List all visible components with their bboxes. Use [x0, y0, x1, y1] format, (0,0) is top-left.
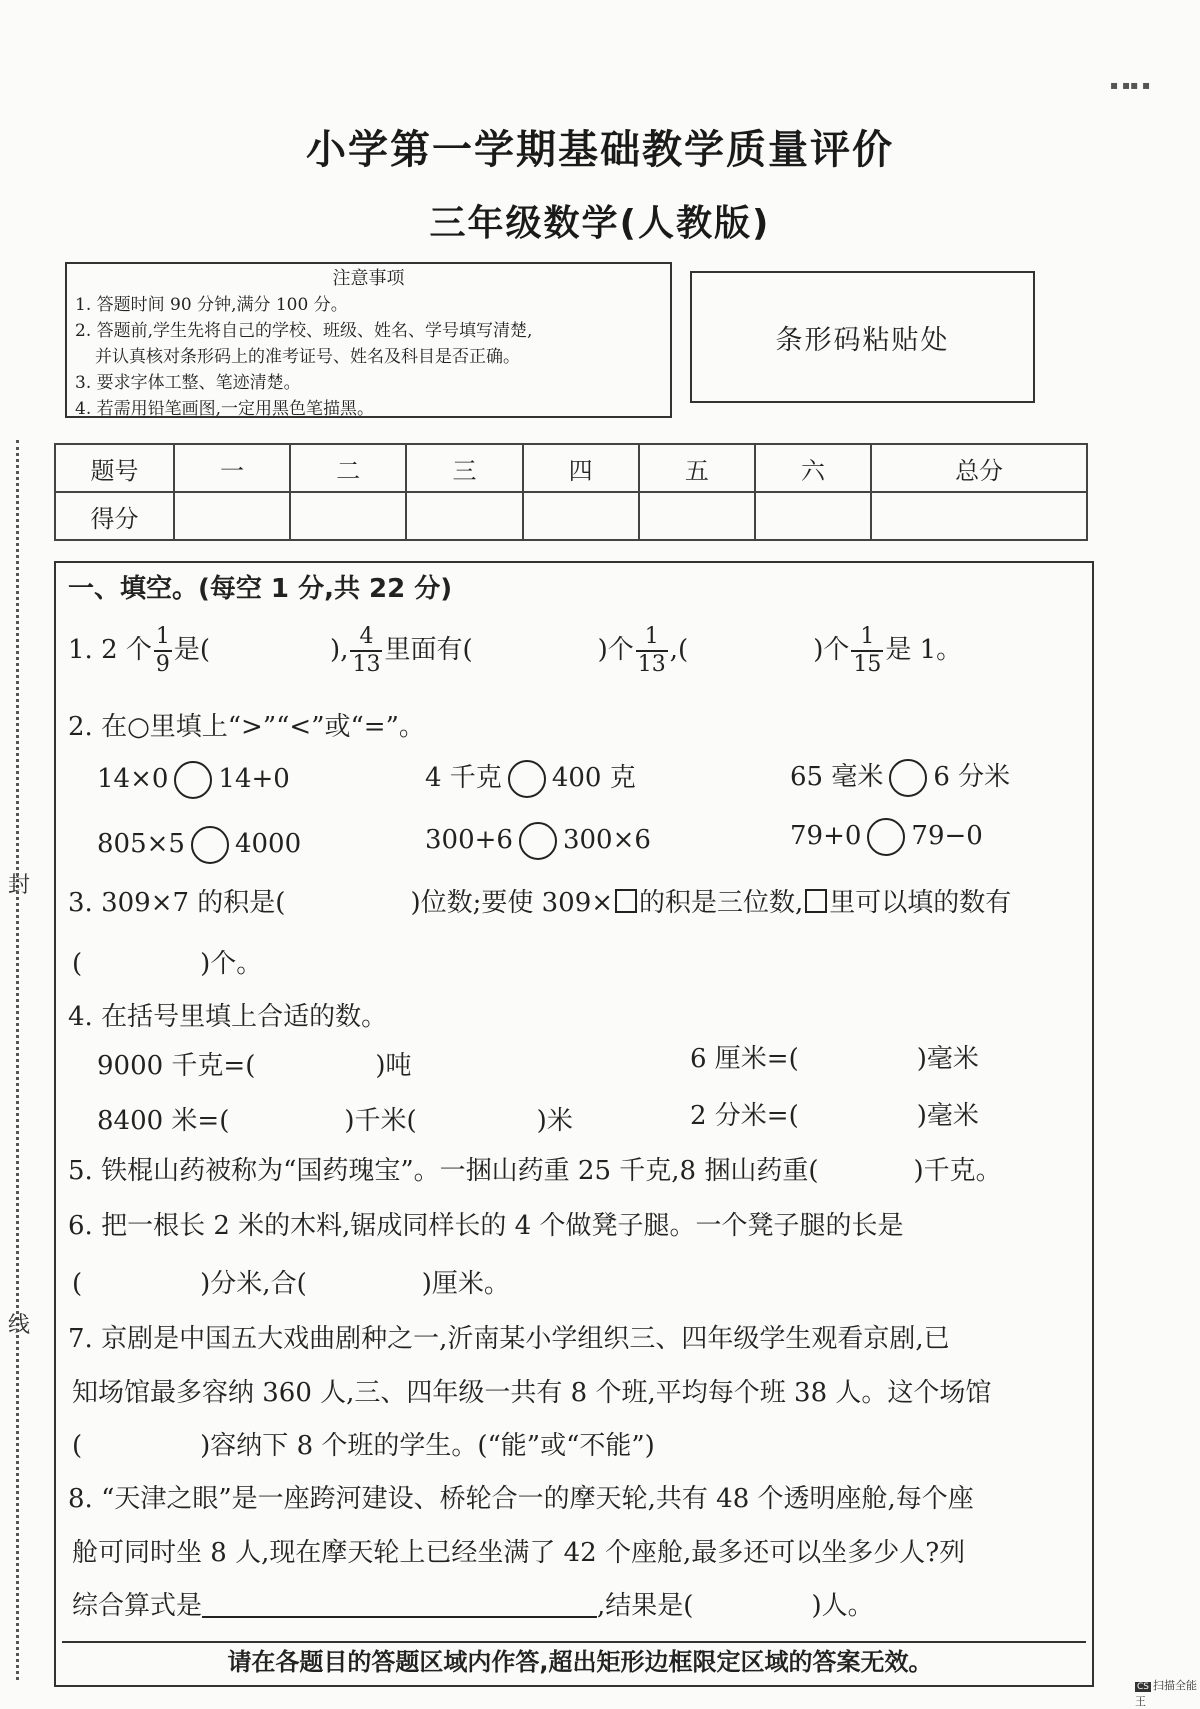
question-7-line3	[72, 1425, 655, 1462]
corner-mark: ▪ ▪▪ ▪	[1110, 78, 1151, 92]
page-subtitle: 三年级数学(人教版)	[429, 203, 771, 244]
q8-text: 综合算式是	[72, 1591, 203, 1621]
q1-text: )个	[597, 635, 634, 665]
q3-text: )位数;要使 309×	[410, 888, 614, 918]
compare-left: 300+6	[425, 825, 513, 855]
score-cell[interactable]	[174, 492, 290, 540]
compare-item	[790, 818, 983, 856]
q3-text: 里可以填的数有	[829, 888, 1012, 918]
fraction-numerator: 1	[851, 626, 883, 652]
footer-note: 请在各题目的答题区域内作答,超出矩形边框限定区域的答案无效。	[227, 1648, 933, 1676]
fraction-denominator: 13	[637, 652, 666, 677]
score-column-header: 四	[523, 444, 639, 492]
score-cell[interactable]	[871, 492, 1087, 540]
compare-circle[interactable]	[519, 822, 557, 860]
q7-text: (	[72, 1431, 83, 1461]
q4-text: )千米(	[344, 1106, 417, 1136]
compare-right: 79−0	[911, 821, 983, 851]
q4-text: 6 厘米=(	[690, 1044, 799, 1074]
scanner-logo-icon: CS	[1137, 1682, 1149, 1692]
fraction-4-13	[350, 626, 382, 676]
notes-item: 4. 若需用铅笔画图,一定用黑色笔描黑。	[75, 399, 375, 419]
q1-text: 里面有(	[384, 635, 473, 665]
compare-right: 6 分米	[933, 762, 1011, 792]
q4-text: 8400 米=(	[97, 1106, 230, 1136]
fraction-1-13	[636, 626, 668, 676]
q1-text: 是 1。	[885, 635, 963, 665]
compare-left: 14×0	[97, 764, 169, 794]
question-6: 6. 把一根长 2 米的木料,锯成同样长的 4 个做凳子腿。一个凳子腿的长是	[68, 1211, 904, 1241]
score-cell[interactable]	[523, 492, 639, 540]
compare-item	[425, 757, 636, 798]
notes-item: 并认真核对条形码上的准考证号、姓名及科目是否正确。	[95, 347, 520, 367]
compare-item	[97, 761, 290, 799]
q3-text: )个。	[200, 949, 263, 979]
compare-left: 79+0	[790, 821, 862, 851]
question-4-prompt: 4. 在括号里填上合适的数。	[68, 1002, 388, 1032]
score-column-header: 六	[755, 444, 871, 492]
fraction-1-9	[154, 626, 172, 676]
notes-item: 1. 答题时间 90 分钟,满分 100 分。	[75, 295, 348, 315]
compare-item	[790, 756, 1010, 797]
score-input-row	[55, 492, 1087, 540]
square-box	[805, 889, 827, 913]
q3-text: 的积是三位数,	[639, 888, 804, 918]
fraction-denominator: 13	[352, 652, 381, 677]
question-6-cont	[72, 1263, 510, 1300]
fraction-denominator: 15	[853, 652, 882, 677]
q5-text: 5. 铁棍山药被称为“国药瑰宝”。一捆山药重 25 千克,8 捆山药重(	[68, 1156, 819, 1186]
compare-item	[425, 822, 651, 860]
compare-circle[interactable]	[191, 826, 229, 864]
score-row-label: 题号	[55, 444, 174, 492]
q1-text: ),	[330, 635, 349, 665]
q4-text: 2 分米=(	[690, 1101, 799, 1131]
compare-circle[interactable]	[508, 760, 546, 798]
notes-item: 3. 要求字体工整、笔迹清楚。	[75, 373, 301, 393]
q4-text: )毫米	[916, 1044, 979, 1074]
compare-right: 14+0	[218, 764, 290, 794]
score-column-header: 总分	[871, 444, 1087, 492]
score-column-header: 二	[290, 444, 406, 492]
compare-right: 400 克	[551, 763, 636, 793]
compare-circle[interactable]	[889, 759, 927, 797]
q3-text: (	[72, 949, 83, 979]
question-8-line3	[72, 1585, 874, 1622]
compare-left: 65 毫米	[790, 762, 884, 792]
compare-right: 300×6	[562, 825, 651, 855]
question-2-prompt: 2. 在○里填上“>”“<”或“=”。	[68, 712, 425, 742]
question-4d	[690, 1095, 979, 1132]
notes-item: 2. 答题前,学生先将自己的学校、班级、姓名、学号填写清楚,	[75, 321, 533, 341]
margin-char: 线	[8, 1313, 31, 1338]
fraction-denominator: 9	[155, 652, 170, 677]
page-title: 小学第一学期基础教学质量评价	[306, 127, 894, 173]
notes-box	[65, 262, 672, 418]
compare-item	[97, 826, 301, 864]
question-8-line2: 舱可同时坐 8 人,现在摩天轮上已经坐满了 42 个座舱,最多还可以坐多少人?列	[72, 1538, 966, 1568]
question-7-line1: 7. 京剧是中国五大戏曲剧种之一,沂南某小学组织三、四年级学生观看京剧,已	[68, 1324, 950, 1354]
q4-text: )吨	[375, 1051, 412, 1081]
fraction-numerator: 1	[636, 626, 668, 652]
score-header-row	[55, 444, 1087, 492]
q8-answer-line[interactable]	[202, 1594, 597, 1618]
q6-text: )分米,合(	[200, 1269, 307, 1299]
binding-dotted-line	[16, 440, 19, 1680]
q1-text: 是(	[173, 635, 211, 665]
question-5	[68, 1150, 1002, 1187]
q1-text: )个	[813, 635, 850, 665]
question-8-line1: 8. “天津之眼”是一座跨河建设、桥轮合一的摩天轮,共有 48 个透明座舱,每个座	[68, 1484, 974, 1514]
q8-text: )人。	[811, 1591, 874, 1621]
q1-text: 1. 2 个	[68, 635, 152, 665]
q4-text: 9000 千克=(	[97, 1051, 256, 1081]
square-box	[615, 889, 637, 913]
fraction-numerator: 4	[350, 626, 382, 652]
score-column-header: 三	[406, 444, 522, 492]
score-column-header: 一	[174, 444, 290, 492]
question-4c	[97, 1100, 573, 1137]
score-row-label: 得分	[55, 492, 174, 540]
q3-text: 3. 309×7 的积是(	[68, 888, 286, 918]
q4-text: )米	[536, 1106, 573, 1136]
score-cell[interactable]	[639, 492, 755, 540]
compare-right: 4000	[234, 829, 302, 859]
question-3	[68, 882, 1011, 919]
scanner-logo	[1135, 1677, 1200, 1709]
q5-text: )千克。	[913, 1156, 1002, 1186]
fraction-1-15	[851, 626, 883, 676]
q6-text: (	[72, 1269, 83, 1299]
q6-text: )厘米。	[421, 1269, 510, 1299]
question-7-line2: 知场馆最多容纳 360 人,三、四年级一共有 8 个班,平均每个班 38 人。这个场馆	[72, 1378, 992, 1408]
barcode-area	[690, 271, 1035, 403]
question-4b	[690, 1038, 979, 1075]
compare-circle[interactable]	[174, 761, 212, 799]
q7-text: )容纳下 8 个班的学生。(“能”或“不能”)	[200, 1431, 655, 1461]
scanner-logo-text: 扫描全能王	[1135, 1679, 1197, 1708]
compare-circle[interactable]	[867, 818, 905, 856]
compare-left: 4 千克	[425, 763, 502, 793]
notes-heading: 注意事项	[332, 268, 405, 289]
score-column-header: 五	[639, 444, 755, 492]
score-cell[interactable]	[406, 492, 522, 540]
compare-left: 805×5	[97, 829, 185, 859]
question-4a	[97, 1045, 412, 1082]
q8-text: ,结果是(	[597, 1591, 694, 1621]
score-cell[interactable]	[755, 492, 871, 540]
question-3-cont	[72, 943, 262, 980]
score-cell[interactable]	[290, 492, 406, 540]
fraction-numerator: 1	[154, 626, 172, 652]
q1-text: ,(	[669, 635, 689, 665]
section-heading: 一、填空。(每空 1 分,共 22 分)	[68, 574, 453, 604]
barcode-label: 条形码粘贴处	[775, 324, 950, 356]
score-table	[54, 443, 1088, 541]
question-1	[68, 626, 962, 676]
q4-text: )毫米	[916, 1101, 979, 1131]
margin-char: 封	[8, 873, 31, 898]
